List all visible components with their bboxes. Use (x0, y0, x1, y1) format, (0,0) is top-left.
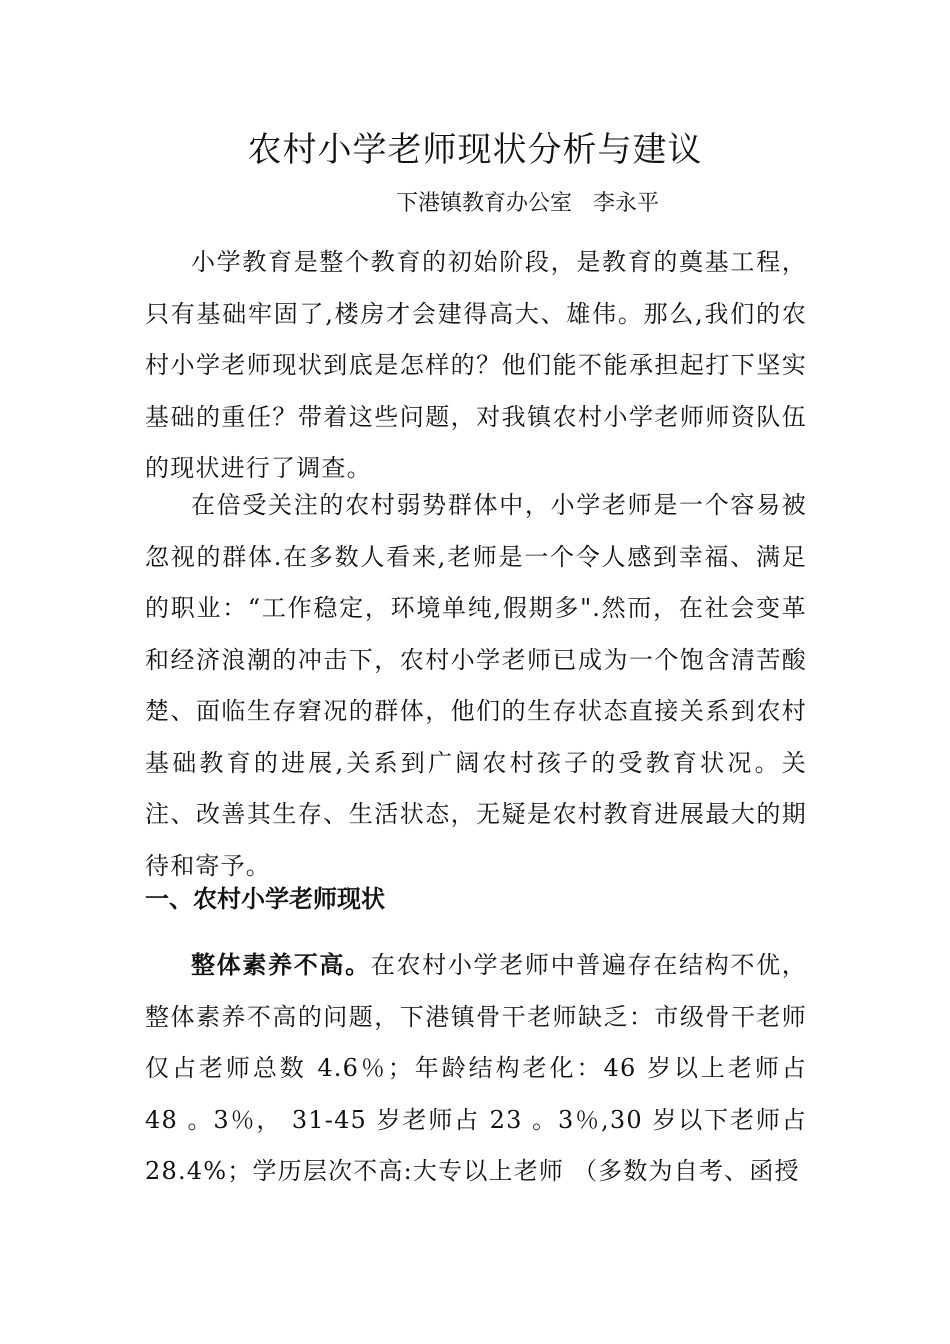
section-heading: 一、农村小学老师现状 (145, 885, 385, 913)
section-paragraph-text: 在农村小学老师中普遍存在结构不优，整体素养不高的问题，下港镇骨干老师缺乏：市级骨干老师仅占老师总数 4.6％；年龄结构老化：46 岁以上老师占 48 。3％， 31-45 岁老师占 23 。3％,30 岁以下老师占 28.4%；学历层次不高:大专以上老师 （多数为自考、函授 (145, 951, 807, 1185)
author-byline: 下港镇教育办公室 李永平 (396, 191, 659, 216)
document-title: 农村小学老师现状分析与建议 (247, 130, 703, 170)
intro-paragraph: 小学教育是整个教育的初始阶段，是教育的奠基工程，只有基础牢固了,楼房才会建得高大、雄伟。那么,我们的农村小学老师现状到底是怎样的？他们能不能承担起打下坚实基础的重任？带着这些问题，对我镇农村小学老师师资队伍的现状进行了调查。 (145, 248, 807, 482)
section-paragraph-lead: 整体素养不高。 (191, 951, 371, 979)
context-paragraph: 在倍受关注的农村弱势群体中，小学老师是一个容易被忽视的群体.在多数人看来,老师是一个令人感到幸福、满足的职业：“工作稳定，环境单纯,假期多".然而，在社会变革和经济浪潮的冲击下，农村小学老师已成为一个饱含清苦酸楚、面临生存窘况的群体，他们的生存状态直接关系到农村基础教育的进展,关系到广阔农村孩子的受教育状况。关注、改善其生存、生活状态，无疑是农村教育进展最大的期待和寄予。 (145, 491, 807, 880)
section-paragraph (145, 940, 807, 1198)
